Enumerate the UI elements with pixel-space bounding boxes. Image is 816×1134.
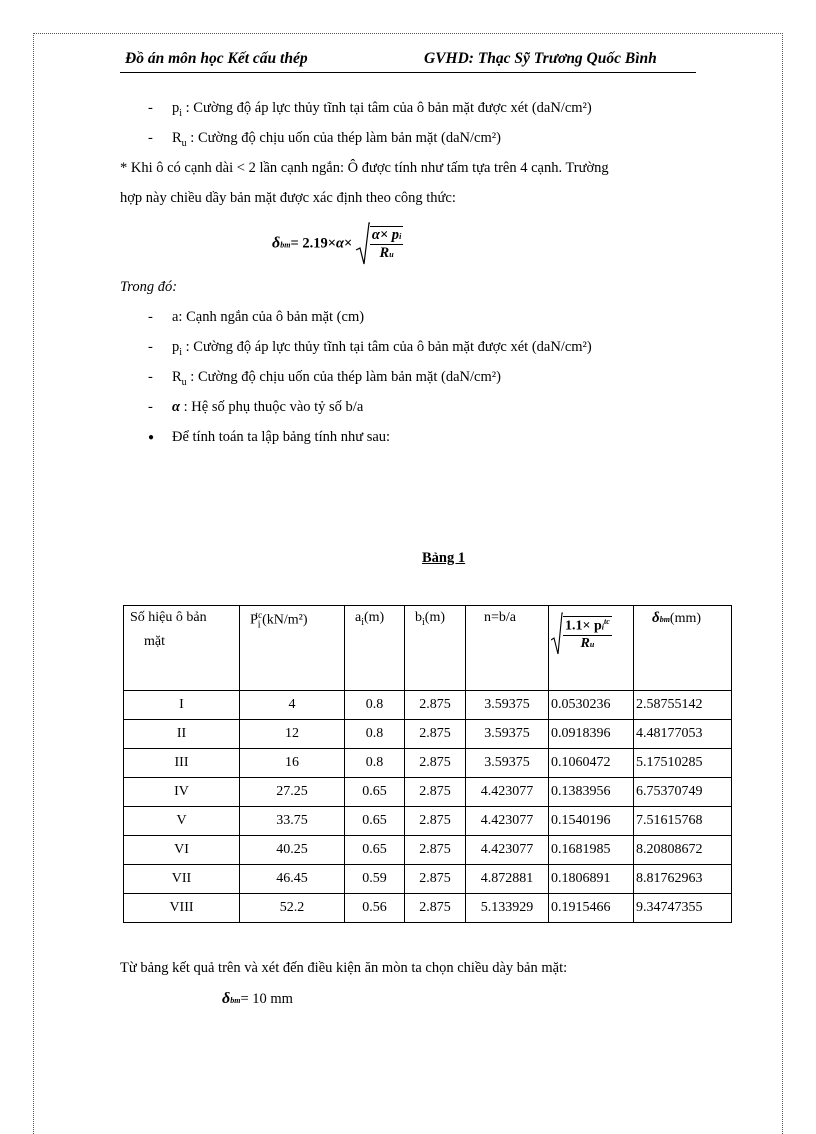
table-row [124,894,732,923]
table-cell: 0.8 [345,720,405,749]
header-panel-id-line2: mặt [144,634,165,649]
header-sqrt-denominator-text: R [580,635,590,651]
conclusion-text: Từ bảng kết quả trên và xét đến điều kiện ăn mòn ta chọn chiều dày bản mặt: [120,960,568,976]
formula-numerator-sub: i [399,232,402,241]
header-a-sub: i [361,616,364,628]
table-row [124,720,732,749]
table-cell: 5.17510285 [634,749,732,778]
table-cell: 0.65 [345,836,405,865]
dash-marker: - [148,309,153,325]
table-cell: V [124,807,240,836]
table-cell: 3.59375 [466,691,549,720]
formula-denominator-text: R [379,245,390,261]
table-cell: 12 [240,720,345,749]
table-cell: 0.65 [345,778,405,807]
formula-numerator-text: α× p [371,227,400,243]
case-description-line2: hợp này chiều dầy bản mặt được xác định theo công thức: [120,190,456,206]
table-cell: 5.133929 [466,894,549,923]
table-cell: I [124,691,240,720]
table-cell: 4 [240,691,345,720]
table-cell: 4.423077 [466,836,549,865]
table-header-row [124,606,732,691]
case-description-line1: * Khi ô có cạnh dài < 2 lần cạnh ngắn: Ô được tính như tấm tựa trên 4 cạnh. Trường [120,160,609,176]
table-cell: 0.8 [345,691,405,720]
table-cell: 2.875 [405,691,466,720]
formula-numerator [370,227,403,245]
where-item-ru-text: : Cường độ chịu uốn của thép làm bản mặt (daN/cm²) [186,369,501,385]
conclusion-value: = 10 mm [240,991,293,1007]
table-cell: 2.875 [405,720,466,749]
table-row [124,749,732,778]
table-cell: 8.81762963 [634,865,732,894]
table-cell: 0.1540196 [549,807,634,836]
header-panel-id [124,606,240,691]
header-pressure-unit: (kN/m²) [262,612,308,628]
header-a-unit: (m) [364,610,385,625]
header-sqrt-denominator [563,636,612,652]
table-cell: 0.56 [345,894,405,923]
header-b-sub: i [422,616,425,628]
table-cell: 3.59375 [466,720,549,749]
table-cell: 2.875 [405,894,466,923]
where-item-ru [172,369,501,388]
subscript-u: u [181,376,187,388]
dash-marker: - [148,369,153,385]
table-cell: 4.48177053 [634,720,732,749]
subscript-u: u [181,137,187,149]
where-item-alpha-text: : Hệ số phụ thuộc vào tỷ số b/a [180,399,364,415]
header-a [345,606,405,691]
header-sqrt-expression [551,612,612,656]
header-thickness-symbol: δ [652,610,660,626]
symbol-r: R [172,130,182,146]
table-cell: 0.1060472 [549,749,634,778]
header-sqrt-numerator [563,617,612,636]
table-cell: 2.58755142 [634,691,732,720]
table-cell: III [124,749,240,778]
table-cell: 7.51615768 [634,807,732,836]
where-item-a: a: Cạnh ngắn của ô bản mặt (cm) [172,309,365,325]
table-cell: 46.45 [240,865,345,894]
table-cell: 40.25 [240,836,345,865]
thickness-table [123,605,732,923]
table-cell: 4.423077 [466,807,549,836]
table-cell: 8.20808672 [634,836,732,865]
header-sqrt-numerator-sub: i [601,622,604,632]
table-cell: 0.0918396 [549,720,634,749]
header-sqrt [549,606,634,691]
dash-marker: - [148,130,153,146]
formula-denominator [370,245,403,262]
table-row [124,836,732,865]
table-cell: 9.34747355 [634,894,732,923]
intro-item-pi-text: : Cường độ áp lực thủy tĩnh tại tâm của ô bản mặt được xét (daN/cm²) [182,100,592,116]
formula-delta-sub: bm [280,240,291,250]
where-item-pi [172,339,592,358]
symbol-p: p [172,100,180,116]
table-cell: 2.875 [405,807,466,836]
header-sqrt-fraction [563,616,612,652]
table-row [124,691,732,720]
table-cell: 0.1915466 [549,894,634,923]
table-cell: 2.875 [405,836,466,865]
formula-coefficient: = 2.19× [290,235,336,252]
table-cell: 0.65 [345,807,405,836]
formula-denominator-sub: u [389,250,394,259]
table-cell: 2.875 [405,778,466,807]
sqrt-sign-icon [356,222,370,266]
table-cell: VI [124,836,240,865]
page-header [120,50,696,73]
table-cell: 27.25 [240,778,345,807]
table-cell: 0.1806891 [549,865,634,894]
where-label: Trong đó: [120,279,178,295]
table-cell: 16 [240,749,345,778]
header-course-title: Đồ án môn học Kết cấu thép [125,50,308,67]
header-ratio-text: n=b/a [484,610,516,625]
header-pressure-sup: tc [255,610,263,620]
formula-delta: δ [272,234,281,252]
header-sqrt-numerator-sup: tc [604,617,610,627]
header-thickness-sub: bm [659,615,670,624]
table-cell: 4.872881 [466,865,549,894]
symbol-r: R [172,369,182,385]
thickness-formula [272,222,403,266]
table-cell: 0.0530236 [549,691,634,720]
table-row [124,865,732,894]
header-thickness [634,606,732,691]
table-cell: II [124,720,240,749]
formula-sqrt [356,222,403,266]
table-cell: 2.875 [405,749,466,778]
table-caption: Bảng 1 [422,550,466,566]
formula-fraction [370,226,403,262]
dash-marker: - [148,339,153,355]
intro-item-ru [172,130,501,149]
table-cell: 0.1383956 [549,778,634,807]
header-thickness-unit: (mm) [669,611,702,626]
header-sqrt-numerator-text: 1.1× p [565,618,602,634]
symbol-p: p [172,339,180,355]
dash-marker: - [148,399,153,415]
subscript-i: i [179,346,183,358]
table-cell: 4.423077 [466,778,549,807]
bullet-icon: ● [148,432,155,443]
table-cell: 2.875 [405,865,466,894]
where-item-pi-text: : Cường độ áp lực thủy tĩnh tại tâm của ô bản mặt được xét (daN/cm²) [182,339,592,355]
header-b [405,606,466,691]
table-cell: 52.2 [240,894,345,923]
header-ratio [466,606,549,691]
table-cell: 6.75370749 [634,778,732,807]
header-pressure-symbol: P [250,612,258,628]
intro-item-ru-text: : Cường độ chịu uốn của thép làm bản mặt (daN/cm²) [186,130,501,146]
where-item-alpha [172,399,363,416]
header-a-symbol: a [355,610,362,625]
symbol-alpha: α [172,399,181,415]
table-row [124,778,732,807]
table-cell: 0.59 [345,865,405,894]
sqrt-sign-icon [551,612,563,656]
conclusion-result [222,990,293,1008]
formula-times: × [344,235,353,252]
dash-marker: - [148,100,153,116]
formula-alpha: α [335,235,344,252]
header-pressure [240,606,345,691]
conclusion-delta: δ [222,990,231,1007]
table-row [124,807,732,836]
header-sqrt-denominator-sub: u [589,639,595,649]
table-body [124,691,732,923]
header-b-symbol: b [415,610,422,625]
where-bullet-text: Để tính toán ta lập bảng tính như sau: [172,429,391,445]
table-cell: IV [124,778,240,807]
table-cell: VIII [124,894,240,923]
conclusion-delta-sub: bm [230,996,241,1005]
table-cell: 0.1681985 [549,836,634,865]
header-panel-id-line1: Số hiệu ô bản [130,610,207,625]
table-cell: 33.75 [240,807,345,836]
header-b-unit: (m) [424,610,445,625]
intro-item-pi [172,100,592,119]
subscript-i: i [179,107,183,119]
table-cell: VII [124,865,240,894]
header-instructor: GVHD: Thạc Sỹ Trương Quốc Bình [424,50,657,67]
header-pressure-sub: i [257,619,261,631]
table-cell: 0.8 [345,749,405,778]
table-cell: 3.59375 [466,749,549,778]
